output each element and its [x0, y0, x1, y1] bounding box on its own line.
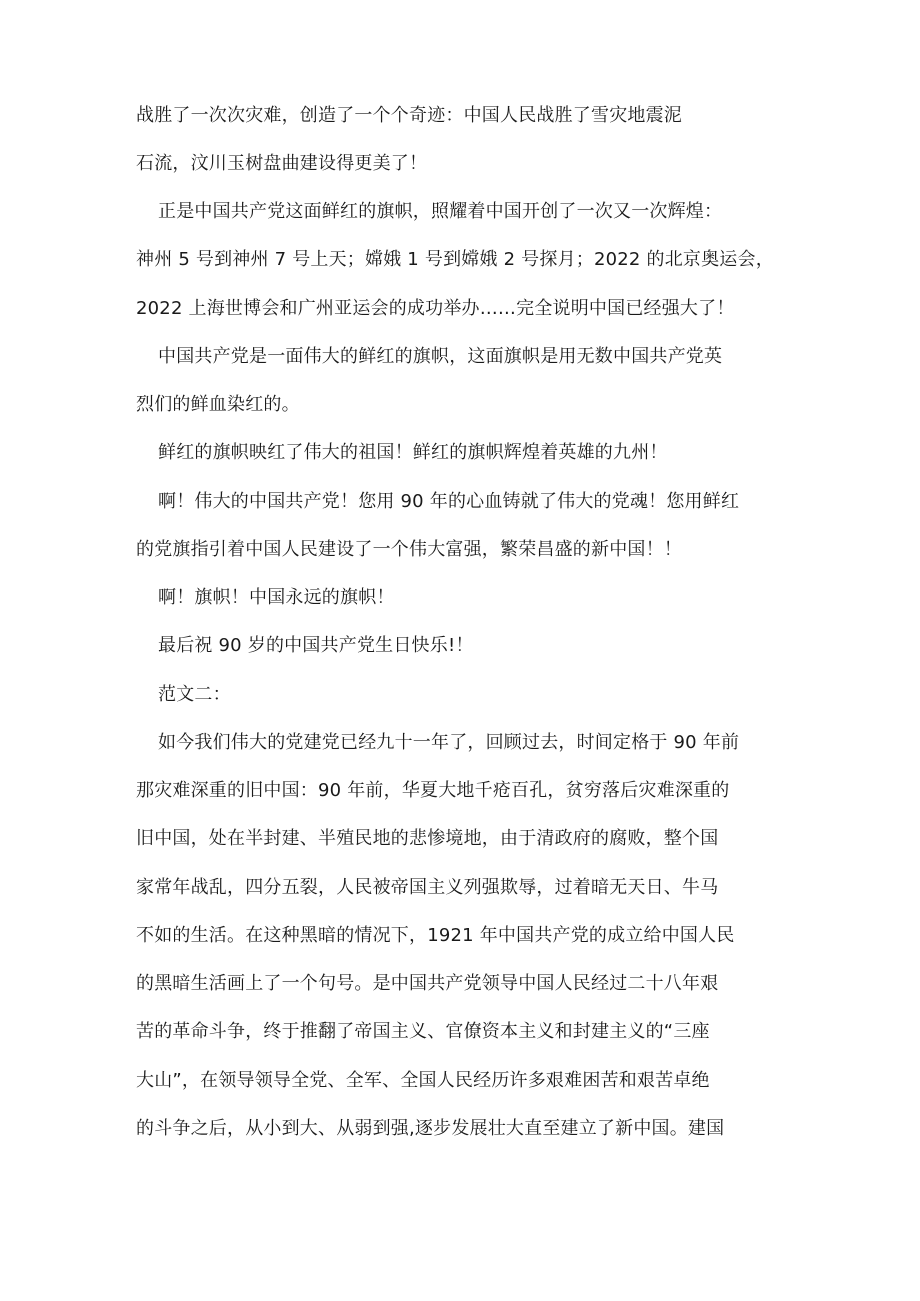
text-line-2: 石流，汶川玉树盘曲建设得更美了！: [136, 153, 428, 174]
text-line-6: 中国共产党是一面伟大的鲜红的旗帜，这面旗帜是用无数中国共产党英: [158, 346, 723, 367]
text-line-21: 大山”，在领导领导全党、全军、全国人民经历许多艰难困苦和艰苦卓绝: [136, 1070, 710, 1091]
text-line-1: 战胜了一次次灾难，创造了一个个奇迹：中国人民战胜了雪灾地震泥: [136, 105, 682, 126]
text-line-14: 如今我们伟大的党建党已经九十一年了，回顾过去，时间定格于 90 年前: [158, 732, 740, 753]
text-line-11: 啊！旗帜！中国永远的旗帜！: [158, 587, 395, 608]
text-line-19: 的黑暗生活画上了一个句号。是中国共产党领导中国人民经过二十八年艰: [136, 973, 719, 994]
text-line-12: 最后祝 90 岁的中国共产党生日快乐!！: [158, 635, 474, 656]
text-line-3: 正是中国共产党这面鲜红的旗帜，照耀着中国开创了一次又一次辉煌：: [158, 201, 723, 222]
text-line-4: 神州 5 号到神州 7 号上天；嫦娥 1 号到嫦娥 2 号探月；2022 的北京奥运会，: [136, 249, 774, 270]
text-line-20: 苦的革命斗争，终于推翻了帝国主义、官僚资本主义和封建主义的“三座: [136, 1021, 710, 1042]
text-line-15: 那灾难深重的旧中国：90 年前，华夏大地千疮百孔，贫穷落后灾难深重的: [136, 780, 730, 801]
text-line-17: 家常年战乱，四分五裂，人民被帝国主义列强欺辱，过着暗无天日、牛马: [136, 877, 719, 898]
text-line-5: 2022 上海世博会和广州亚运会的成功举办……完全说明中国已经强大了！: [136, 298, 735, 319]
text-line-18: 不如的生活。在这种黑暗的情况下，1921 年中国共产党的成立给中国人民: [136, 925, 735, 946]
text-line-7: 烈们的鲜血染红的。: [136, 394, 300, 415]
text-line-10: 的党旗指引着中国人民建设了一个伟大富强，繁荣昌盛的新中国！！: [136, 539, 682, 560]
text-line-8: 鲜红的旗帜映红了伟大的祖国！鲜红的旗帜辉煌着英雄的九州！: [158, 442, 668, 463]
text-line-16: 旧中国，处在半封建、半殖民地的悲惨境地，由于清政府的腐败，整个国: [136, 828, 719, 849]
text-line-13: 范文二：: [158, 684, 231, 705]
text-line-9: 啊！伟大的中国共产党！您用 90 年的心血铸就了伟大的党魂！您用鲜红: [158, 491, 740, 512]
text-line-22: 的斗争之后，从小到大、从弱到强,逐步发展壮大直至建立了新中国。建国: [136, 1118, 725, 1139]
